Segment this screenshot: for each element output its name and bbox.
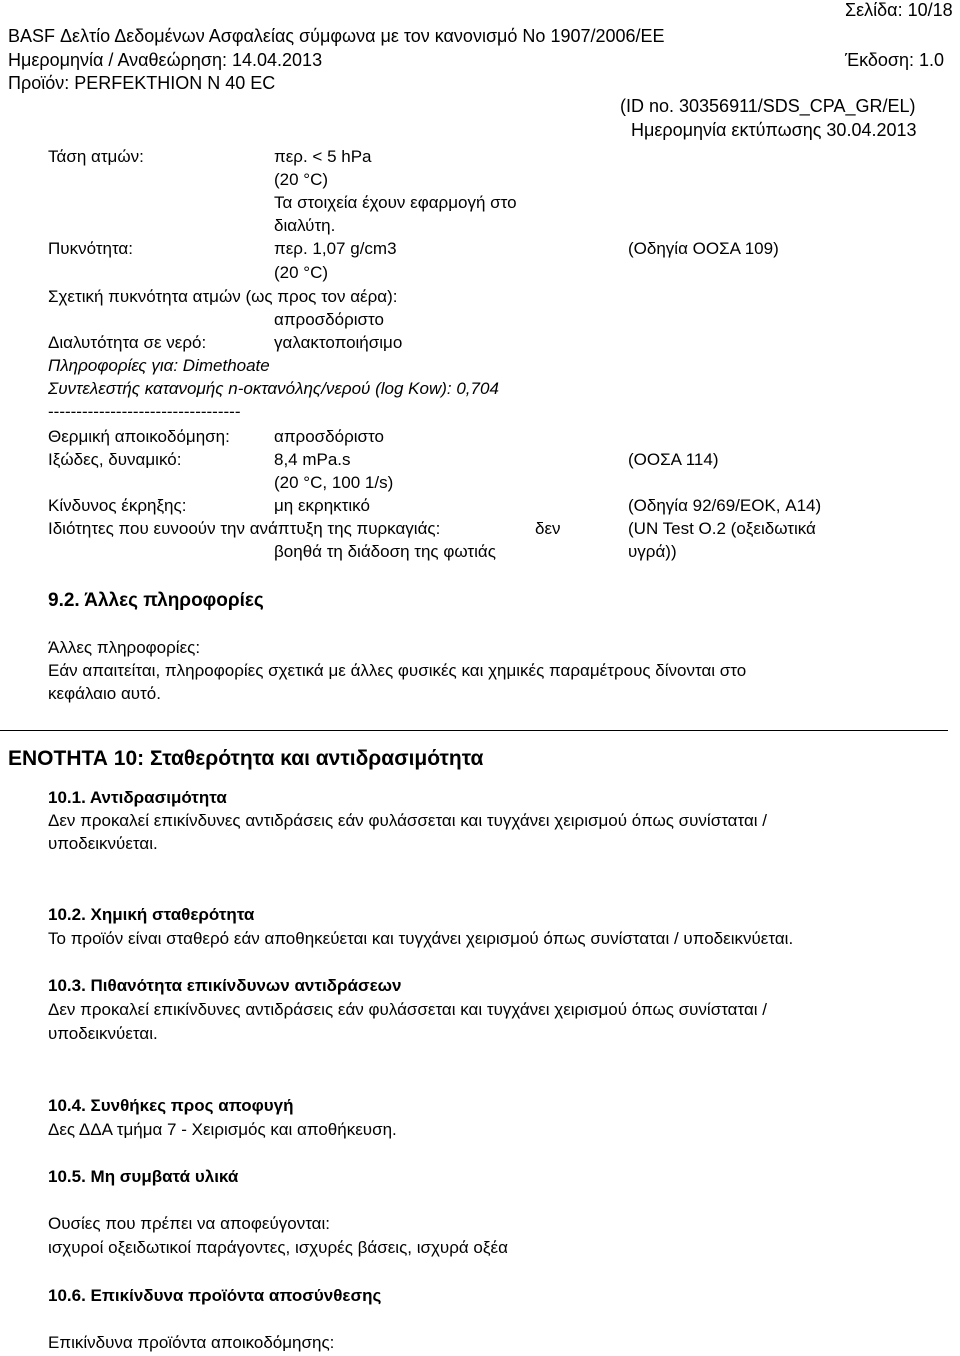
section-10-4-heading: 10.4. Συνθήκες προς αποφυγή <box>48 1096 294 1115</box>
section-10-3-heading: 10.3. Πιθανότητα επικίνδυνων αντιδράσεων <box>48 976 402 995</box>
fire-promoting-method: (UN Test O.2 (οξειδωτικά <box>628 519 816 538</box>
density-temp: (20 °C) <box>274 263 329 282</box>
section-10-2-text: Το προϊόν είναι σταθερό εάν αποθηκεύεται και τυγχάνει χειρισμού όπως συνίσταται / υποδεικνύεται. <box>48 929 794 948</box>
revision-date: Ημερομηνία / Αναθεώρηση: 14.04.2013 <box>8 50 323 70</box>
explosion-hazard-value: μη εκρηκτικό <box>274 496 370 515</box>
partition-coefficient: Συντελεστής κατανομής n-οκτανόλης/νερού (log Kow): 0,704 <box>48 379 499 398</box>
section-10-4-text: Δες ΔΔΑ τμήμα 7 - Χειρισμός και αποθήκευση. <box>48 1120 397 1139</box>
section-divider <box>0 730 948 731</box>
section-10-5-text: ισχυροί οξειδωτικοί παράγοντες, ισχυρές βάσεις, ισχυρά οξέα <box>48 1238 508 1257</box>
vapour-pressure-label: Τάση ατμών: <box>48 147 144 166</box>
section-10-2-heading: 10.2. Χημική σταθερότητα <box>48 905 255 924</box>
section-10-5-label: Ουσίες που πρέπει να αποφεύγονται: <box>48 1214 331 1233</box>
section-10-6-heading: 10.6. Επικίνδυνα προϊόντα αποσύνθεσης <box>48 1286 382 1305</box>
other-info-label: Άλλες πληροφορίες: <box>48 638 201 657</box>
section-10-3-text-cont: υποδεικνύεται. <box>48 1024 158 1043</box>
relative-vapour-density-value: απροσδόριστο <box>274 310 384 329</box>
section-10-6-label: Επικίνδυνα προϊόντα αποικοδόμησης: <box>48 1333 335 1352</box>
separator-line: ---------------------------------- <box>48 402 241 421</box>
viscosity-conditions: (20 °C, 100 1/s) <box>274 473 394 492</box>
viscosity-value: 8,4 mPa.s <box>274 450 351 469</box>
fire-promoting-method-cont: υγρά)) <box>628 542 677 561</box>
product-name: Προϊόν: PERFEKTHION N 40 EC <box>8 73 276 93</box>
density-label: Πυκνότητα: <box>48 239 133 258</box>
id-number: (ID no. 30356911/SDS_CPA_GR/EL) <box>620 96 916 116</box>
viscosity-label: Ιξώδες, δυναμικό: <box>48 450 182 469</box>
fire-promoting-value: δεν <box>535 519 561 538</box>
fire-promoting-label: Ιδιότητες που ευνοούν την ανάπτυξη της πυρκαγιάς: <box>48 519 441 538</box>
density-method: (Οδηγία ΟΟΣΑ 109) <box>628 239 779 258</box>
section-10-1-text-cont: υποδεικνύεται. <box>48 834 158 853</box>
print-date: Ημερομηνία εκτύπωσης 30.04.2013 <box>631 120 917 140</box>
solubility-label: Διαλυτότητα σε νερό: <box>48 333 207 352</box>
vapour-pressure-temp: (20 °C) <box>274 170 329 189</box>
info-for: Πληροφορίες για: Dimethoate <box>48 356 270 375</box>
vapour-pressure-note-cont: διαλύτη. <box>274 216 336 235</box>
thermal-decomposition-label: Θερμική αποικοδόμηση: <box>48 427 230 446</box>
vapour-pressure-note: Τα στοιχεία έχουν εφαρμογή στο <box>274 193 517 212</box>
fire-promoting-value-cont: βοηθά τη διάδοση της φωτιάς <box>274 542 496 561</box>
relative-vapour-density-label: Σχετική πυκνότητα ατμών (ως προς τον αέρα): <box>48 287 398 306</box>
section-10-3-text: Δεν προκαλεί επικίνδυνες αντιδράσεις εάν φυλάσσεται και τυγχάνει χειρισμού όπως συνίσταται / <box>48 1000 768 1019</box>
vapour-pressure-value: περ. < 5 hPa <box>274 147 372 166</box>
section-10-1-text: Δεν προκαλεί επικίνδυνες αντιδράσεις εάν φυλάσσεται και τυγχάνει χειρισμού όπως συνίσταται / <box>48 811 768 830</box>
section-10-5-heading: 10.5. Μη συμβατά υλικά <box>48 1167 239 1186</box>
page-number: Σελίδα: 10/18 <box>845 0 953 20</box>
section-9-2-heading: 9.2. Άλλες πληροφορίες <box>48 590 264 611</box>
thermal-decomposition-value: απροσδόριστο <box>274 427 384 446</box>
other-info-text-cont: κεφάλαιο αυτό. <box>48 684 161 703</box>
version: Έκδοση: 1.0 <box>845 50 945 70</box>
viscosity-method: (ΟΟΣΑ 114) <box>628 450 719 469</box>
solubility-value: γαλακτοποιήσιμο <box>274 333 403 352</box>
section-10-heading: ΕΝΟΤΗΤΑ 10: Σταθερότητα και αντιδρασιμότητα <box>8 747 484 770</box>
density-value: περ. 1,07 g/cm3 <box>274 239 397 258</box>
explosion-hazard-label: Κίνδυνος έκρηξης: <box>48 496 187 515</box>
section-10-1-heading: 10.1. Αντιδρασιμότητα <box>48 788 227 807</box>
document-title: BASF Δελτίο Δεδομένων Ασφαλείας σύμφωνα με τον κανονισμό Νο 1907/2006/ΕΕ <box>8 26 665 46</box>
explosion-hazard-method: (Οδηγία 92/69/ΕΟΚ, A14) <box>628 496 822 515</box>
other-info-text: Εάν απαιτείται, πληροφορίες σχετικά με άλλες φυσικές και χημικές παραμέτρους δίνονται στο <box>48 661 747 680</box>
